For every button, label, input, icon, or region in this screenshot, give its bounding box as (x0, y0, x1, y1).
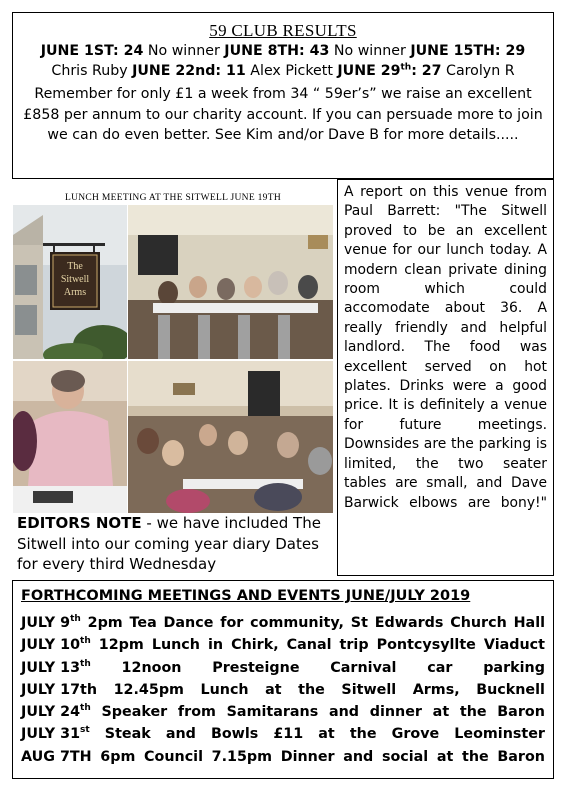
results-title: 59 CLUB RESULTS (209, 21, 357, 40)
event-word: Sitwell (341, 681, 397, 698)
sign-word-2: Sitwell (60, 274, 90, 285)
event-word: Baron (497, 748, 545, 765)
results-line-1 (13, 41, 553, 61)
event-word: Leominster (454, 726, 545, 743)
event-word: Samitarans (226, 704, 319, 721)
event-word: Arms, (412, 681, 460, 698)
event-word: Canal (286, 637, 332, 654)
event-row (21, 701, 545, 723)
result-june-29: JUNE 29th: 27 (337, 62, 442, 79)
event-word: from (177, 704, 216, 721)
event-word: Steak (104, 726, 151, 743)
event-date: JULY 13th (21, 658, 91, 676)
event-date: AUG 7TH (21, 748, 92, 765)
event-word: parking (483, 659, 545, 676)
event-word: car (427, 659, 453, 676)
sign-word-3: Arms (63, 287, 87, 298)
photo-group-dining (128, 361, 333, 513)
event-word: 7.15pm (211, 748, 273, 765)
result-june-1-winner: No winner (143, 43, 225, 59)
editors-note-text: - we have included The Sitwell into our coming year diary Dates for every third Wednesday (17, 514, 321, 573)
event-word: and (165, 726, 196, 743)
event-word: for (220, 615, 244, 631)
result-june-8: JUNE 8TH: 43 (224, 43, 330, 59)
event-word: the (349, 726, 377, 743)
event-word: at (265, 681, 282, 698)
event-word: 6pm (100, 748, 136, 765)
result-june-29-winner: Carolyn R (441, 63, 515, 79)
remember-text: Remember for only £1 a week from 34 “ 59er’s” we raise an excellent £858 per annum to our charity account. If you can persuade more to join we can do even better. See Kim and/or Dave B for more details..... (23, 86, 543, 143)
event-word: the (459, 704, 487, 721)
event-word: Baron (497, 704, 545, 721)
event-word: Bowls (210, 726, 259, 743)
event-word: in (207, 637, 224, 654)
event-row (21, 657, 545, 679)
event-word: Hall (513, 615, 545, 631)
editors-note-label: EDITORS NOTE (17, 514, 142, 532)
event-word: Tea (129, 615, 157, 631)
event-date: JULY 17th (21, 681, 98, 698)
event-word: and (328, 704, 360, 721)
venue-report-box (337, 179, 554, 576)
result-june-15-winner: Chris Ruby (51, 63, 133, 79)
event-word: at (436, 748, 454, 765)
event-word: Viaduct (483, 637, 545, 654)
event-row (21, 612, 545, 634)
result-june-1: JUNE 1ST: 24 (40, 43, 144, 59)
event-word: Pontcysyllte (376, 637, 476, 654)
editors-note (17, 513, 337, 575)
event-word: Chirk, (231, 637, 279, 654)
photo-pub-sign (13, 205, 127, 359)
results-line-2 (13, 61, 553, 81)
event-word: Carnival (330, 659, 397, 676)
event-word: 12.45pm (113, 681, 184, 698)
event-row (21, 746, 545, 768)
result-june-22-winner: Alex Pickett (245, 63, 338, 79)
event-word: Speaker (101, 704, 168, 721)
event-row (21, 679, 545, 701)
event-date: JULY 24th (21, 703, 91, 721)
event-word: Grove (391, 726, 440, 743)
event-word: Council (144, 748, 203, 765)
event-word: and (343, 748, 374, 765)
event-word: social (381, 748, 429, 765)
event-word: Bucknell (476, 681, 545, 698)
event-date: JULY 9th (21, 614, 81, 631)
event-word: £11 (273, 726, 304, 743)
event-word: at (318, 726, 335, 743)
venue-report-text: A report on this venue from Paul Barrett: "The Sitwell proved to be an excellent venue for our lunch today. A modern clean private dining room which could accomodate about 36. A really friendly and helpful landlord. The food was excellent served on hot plates. Drinks were a good price. It is definitely a venue for future meetings. Downsides are the parking is limited, the two seater tables are small, and Dave Barwick elbows are bony!" (344, 184, 547, 511)
photo-lady-at-table (13, 361, 127, 513)
event-word: at (432, 704, 450, 721)
event-word: community, (250, 615, 344, 631)
result-june-22: JUNE 22nd: 11 (132, 63, 246, 79)
event-date: JULY 10th (21, 636, 91, 654)
event-word: 12pm (98, 637, 144, 654)
event-word: the (298, 681, 325, 698)
event-word: 12noon (121, 659, 182, 676)
lunch-caption: LUNCH MEETING AT THE SITWELL JUNE 19TH (65, 193, 281, 203)
event-word: Lunch (200, 681, 249, 698)
event-word: 2pm (87, 615, 123, 631)
event-word: St (350, 615, 368, 631)
event-word: Dinner (280, 748, 335, 765)
event-date: JULY 31st (21, 725, 90, 743)
result-june-15: JUNE 15TH: 29 (410, 43, 526, 59)
photo-dining-room (128, 205, 333, 359)
event-word: Edwards (374, 615, 444, 631)
events-title: FORTHCOMING MEETINGS AND EVENTS JUNE/JULY 2019 (21, 588, 471, 604)
event-word: dinner (369, 704, 422, 721)
event-word: Presteigne (212, 659, 300, 676)
event-word: trip (339, 637, 369, 654)
event-row (21, 634, 545, 656)
event-row (21, 723, 545, 745)
forthcoming-events-box (12, 580, 554, 779)
club-results-box (12, 12, 554, 179)
event-word: Church (450, 615, 507, 631)
sign-word-1: The (67, 261, 83, 272)
event-word: the (462, 748, 489, 765)
result-june-8-winner: No winner (329, 43, 411, 59)
event-word: Dance (163, 615, 214, 631)
event-word: Lunch (151, 637, 200, 654)
